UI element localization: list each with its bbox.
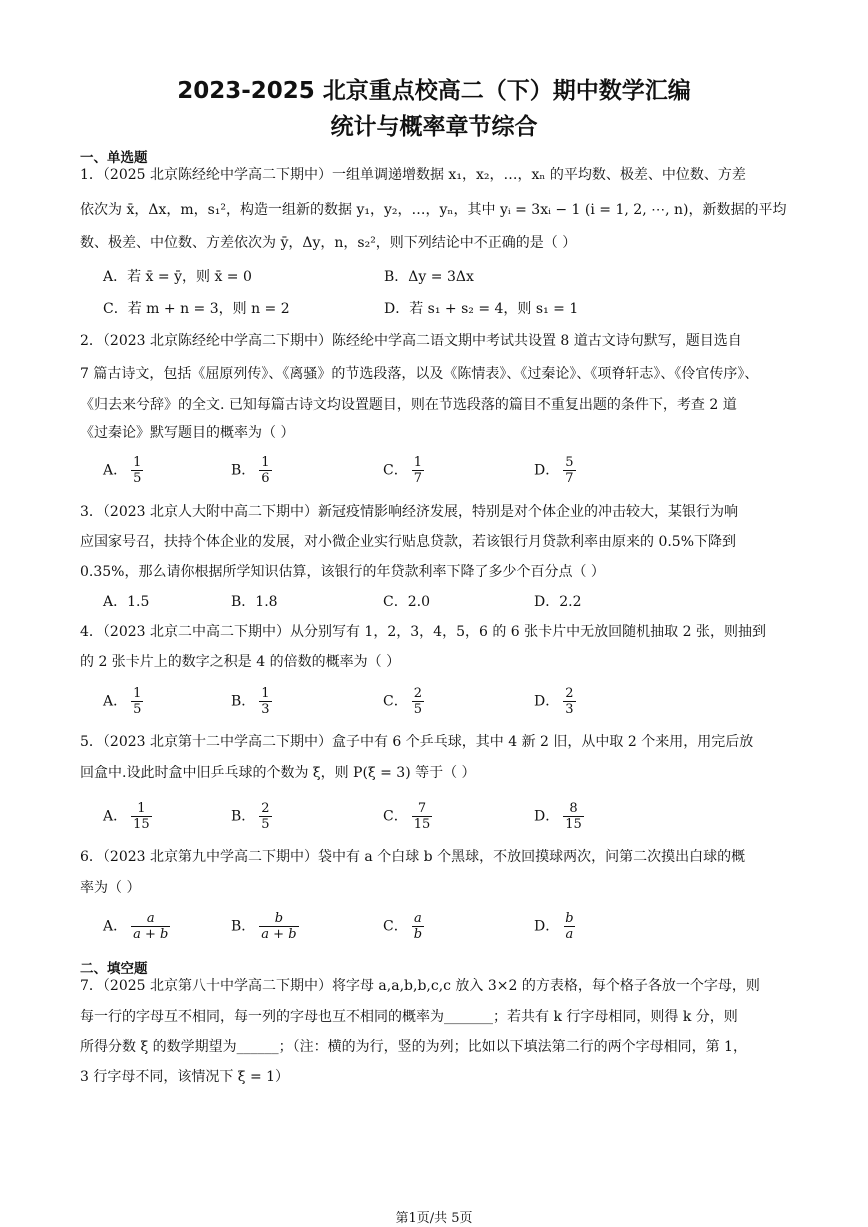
fraction xyxy=(259,801,271,832)
q2-line3: 《归去来兮辞》的全文. 已知每篇古诗文均设置题目，则在节选段落的篇目不重复出题的条件下，考查 2 道 xyxy=(80,397,737,413)
q1-option-c: C．若 m + n = 3，则 n = 2 xyxy=(103,301,290,317)
q5-option-b xyxy=(231,801,272,832)
denominator: 15 xyxy=(413,817,431,832)
denominator: 7 xyxy=(565,471,574,486)
numerator: 2 xyxy=(261,801,270,816)
q3-option-a: A．1.5 xyxy=(103,594,150,610)
q6-option-c xyxy=(383,911,424,942)
q5-option-a xyxy=(103,801,152,832)
q5-line2: 回盒中.设此时盒中旧乒乓球的个数为 ξ，则 P(ξ = 3) 等于（ ） xyxy=(80,765,476,781)
denominator: 6 xyxy=(261,471,270,486)
q1-option-a: A．若 x̄ = ȳ，则 x̄ = 0 xyxy=(103,269,252,285)
fraction xyxy=(259,686,271,717)
numerator: 2 xyxy=(413,686,422,701)
option-label: C． xyxy=(383,918,408,935)
q1-option-d: D．若 s₁ + s₂ = 4，则 s₁ = 1 xyxy=(384,301,579,317)
fraction xyxy=(563,455,575,486)
denominator: a xyxy=(565,927,574,942)
q7-line3: 所得分数 ξ 的数学期望为______；（注：横的为行，竖的为列；比如以下填法第二行的两个字母相同，第 1， xyxy=(80,1039,747,1055)
fraction xyxy=(412,455,424,486)
fraction xyxy=(131,911,170,942)
q6-option-a xyxy=(103,911,170,942)
q1-line1: 1．（2025 北京陈经纶中学高二下期中）一组单调递增数据 x₁，x₂，…，xₙ 的平均数、极差、中位数、方差 xyxy=(80,167,746,183)
page-title: 2023-2025 北京重点校高二（下）期中数学汇编 xyxy=(177,78,691,104)
option-label: C． xyxy=(383,693,408,710)
numerator: a xyxy=(414,911,422,926)
denominator: 5 xyxy=(133,702,142,717)
q3-option-d: D．2.2 xyxy=(534,594,582,610)
option-label: A． xyxy=(103,693,128,710)
q3-option-b: B．1.8 xyxy=(231,594,278,610)
option-label: C． xyxy=(383,462,408,479)
q2-option-c xyxy=(383,455,424,486)
fraction xyxy=(259,911,298,942)
q1-option-b: B．Δy = 3Δx xyxy=(384,269,474,285)
option-label: D． xyxy=(534,808,560,825)
section-fill-blank: 二、填空题 xyxy=(80,961,148,977)
denominator: 5 xyxy=(413,702,422,717)
q7-line1: 7．（2025 北京第八十中学高二下期中）将字母 a,a,b,b,c,c 放入 3×2 的方表格，每个格子各放一个字母，则 xyxy=(80,978,760,994)
q5-option-c xyxy=(383,801,432,832)
option-label: A． xyxy=(103,462,128,479)
fraction xyxy=(412,801,433,832)
numerator: 8 xyxy=(569,801,578,816)
q3-line3: 0.35%，那么请你根据所学知识估算，该银行的年贷款利率下降了多少个百分点（ ） xyxy=(80,564,605,580)
option-label: D． xyxy=(534,462,560,479)
q6-option-b xyxy=(231,911,299,942)
q4-line1: 4．（2023 北京二中高二下期中）从分别写有 1，2，3，4，5，6 的 6 张卡片中无放回随机抽取 2 张，则抽到 xyxy=(80,624,766,640)
q3-option-c: C．2.0 xyxy=(383,594,430,610)
fraction xyxy=(412,911,424,942)
option-label: A． xyxy=(103,918,128,935)
numerator: 5 xyxy=(565,455,574,470)
numerator: 1 xyxy=(133,455,142,470)
q6-line2: 率为（ ） xyxy=(80,880,141,896)
option-label: D． xyxy=(534,693,560,710)
option-label: D． xyxy=(534,918,560,935)
q4-line2: 的 2 张卡片上的数字之积是 4 的倍数的概率为（ ） xyxy=(80,654,401,670)
q2-line1: 2．（2023 北京陈经纶中学高二下期中）陈经纶中学高二语文期中考试共设置 8 道古文诗句默写，题目选自 xyxy=(80,333,742,349)
option-label: B． xyxy=(231,693,256,710)
option-label: B． xyxy=(231,918,256,935)
numerator: b xyxy=(274,911,284,926)
fraction xyxy=(131,455,143,486)
q7-line4: 3 行字母不同，该情况下 ξ = 1） xyxy=(80,1069,290,1085)
fraction xyxy=(563,686,575,717)
q2-line2: 7 篇古诗文，包括《屈原列传》、《离骚》的节选段落，以及《陈情表》、《过秦论》、《项脊轩志》、《伶官传序》、 xyxy=(80,366,759,382)
option-label: C． xyxy=(383,808,408,825)
q2-option-a xyxy=(103,455,143,486)
numerator: 1 xyxy=(413,455,422,470)
q3-line1: 3．（2023 北京人大附中高二下期中）新冠疫情影响经济发展，特别是对个体企业的冲击较大，某银行为响 xyxy=(80,504,738,520)
q6-line1: 6．（2023 北京第九中学高二下期中）袋中有 a 个白球 b 个黑球，不放回摸球两次，问第二次摸出白球的概 xyxy=(80,849,746,865)
option-label: B． xyxy=(231,808,256,825)
denominator: 5 xyxy=(133,471,142,486)
denominator: 15 xyxy=(133,817,150,832)
q2-option-d xyxy=(534,455,576,486)
q1-line3: 数、极差、中位数、方差依次为 ȳ，Δy，n，s₂²，则下列结论中不正确的是（ ） xyxy=(80,235,577,251)
fraction xyxy=(259,455,271,486)
q5-line1: 5．（2023 北京第十二中学高二下期中）盒子中有 6 个乒乓球，其中 4 新 2 旧，从中取 2 个来用，用完后放 xyxy=(80,734,754,750)
page-subtitle: 统计与概率章节综合 xyxy=(330,114,538,140)
q4-option-d xyxy=(534,686,576,717)
denominator: 5 xyxy=(261,817,270,832)
q3-line2: 应国家号召，扶持个体企业的发展，对小微企业实行贴息贷款，若该银行月贷款利率由原来的 0.5%下降到 xyxy=(80,534,737,550)
q7-line2: 每一行的字母互不相同，每一列的字母也互不相同的概率为_______；若共有 k 行字母相同，则得 k 分，则 xyxy=(80,1009,738,1025)
fraction xyxy=(412,686,424,717)
numerator: 2 xyxy=(565,686,574,701)
denominator: a + b xyxy=(261,927,297,942)
denominator: 3 xyxy=(261,702,270,717)
numerator: b xyxy=(565,911,574,926)
option-label: B． xyxy=(231,462,256,479)
q4-option-b xyxy=(231,686,272,717)
fraction xyxy=(563,911,575,942)
q2-line4: 《过秦论》默写题目的概率为（ ） xyxy=(80,425,295,441)
fraction xyxy=(131,686,143,717)
numerator: 1 xyxy=(133,686,142,701)
denominator: 3 xyxy=(565,702,574,717)
numerator: 1 xyxy=(137,801,146,816)
numerator: 1 xyxy=(261,686,270,701)
q5-option-d xyxy=(534,801,584,832)
numerator: 7 xyxy=(417,801,427,816)
numerator: 1 xyxy=(261,455,270,470)
q1-line2: 依次为 x̄，Δx，m，s₁²，构造一组新的数据 y₁，y₂，…，yₙ，其中 yᵢ = 3xᵢ − 1 (i = 1, 2, ⋯, n)，新数据的平均 xyxy=(80,202,787,218)
q4-option-a xyxy=(103,686,143,717)
q2-option-b xyxy=(231,455,272,486)
page-footer: 第1页/共 5页 xyxy=(395,1211,473,1226)
numerator: a xyxy=(146,911,155,926)
section-single-choice: 一、单选题 xyxy=(80,150,148,166)
fraction xyxy=(131,801,152,832)
denominator: a + b xyxy=(133,927,169,942)
denominator: 15 xyxy=(565,817,582,832)
denominator: b xyxy=(413,927,423,942)
q6-option-d xyxy=(534,911,576,942)
fraction xyxy=(563,801,584,832)
denominator: 7 xyxy=(413,471,422,486)
option-label: A． xyxy=(103,808,128,825)
q4-option-c xyxy=(383,686,424,717)
